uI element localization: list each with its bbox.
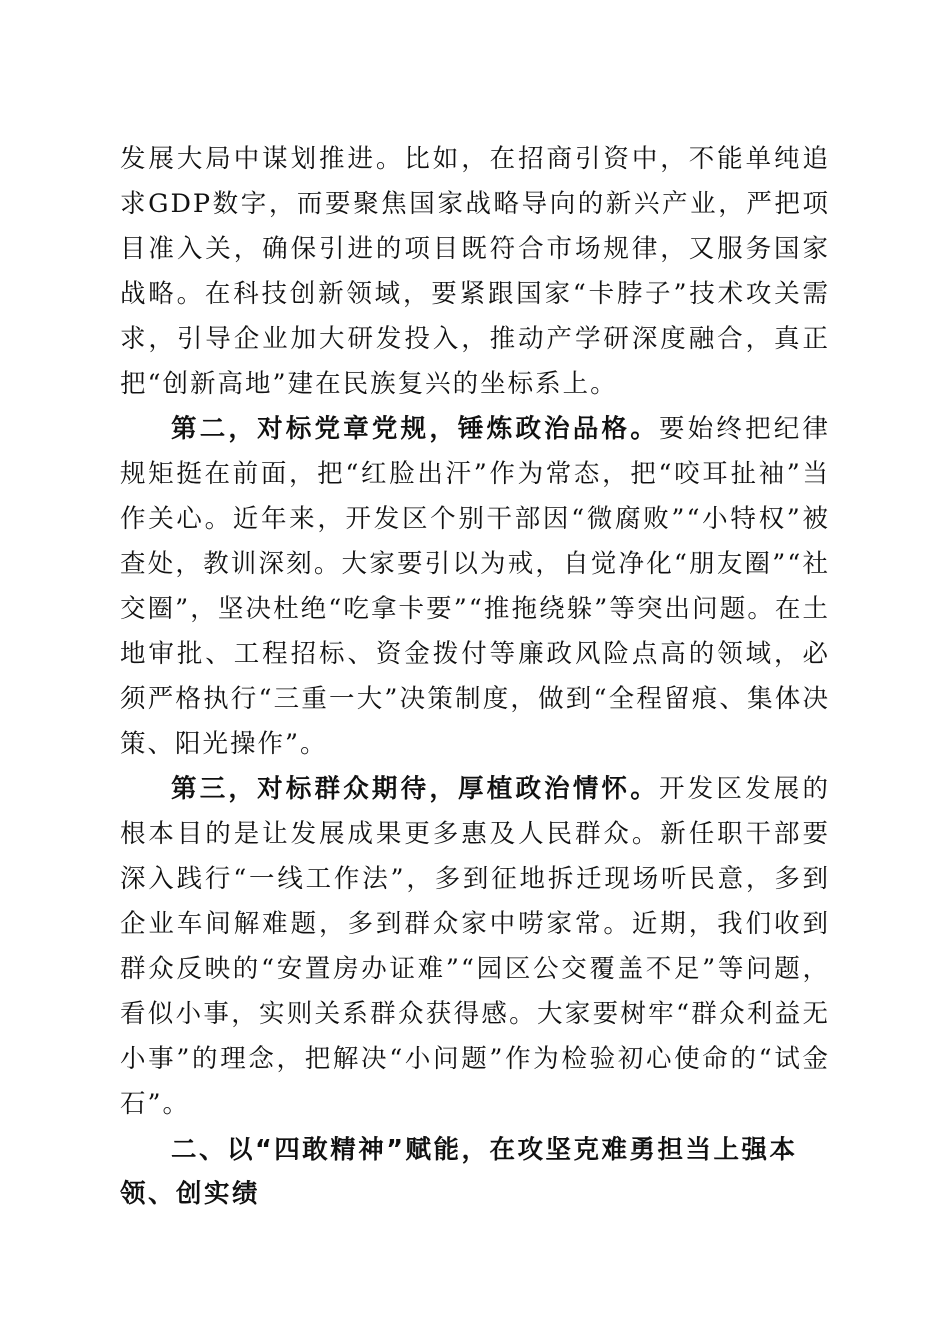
paragraph-2-body: 要始终把纪律规矩挺在前面，把“红脸出汗”作为常态，把“咬耳扯袖”当作关心。近年来，开发区个别干部因“微腐败”“小特权”被查处，教训深刻。大家要引以为戒，自觉净化“朋友圈”“社交圈”，坚决杜绝“吃拿卡要”“推拖绕躲”等突出问题。在土地审批、工程招标、资金拨付等廉政风险点高的领域，必须严格执行“三重一大”决策制度，做到“全程留痕、集体决策、阳光操作”。 <box>120 414 830 759</box>
paragraph-1: 发展大局中谋划推进。比如，在招商引资中，不能单纯追求GDP数字，而要聚焦国家战略导向的新兴产业，严把项目准入关，确保引进的项目既符合市场规律，又服务国家战略。在科技创新领域，要紧跟国家“卡脖子”技术攻关需求，引导企业加大研发投入，推动产学研深度融合，真正把“创新高地”建在民族复兴的坐标系上。 <box>120 144 830 399</box>
paragraph-2-lead: 第二，对标党章党规，锤炼政治品格。 <box>171 414 659 444</box>
paragraph-3-lead: 第三，对标群众期待，厚植政治情怀。 <box>171 774 659 804</box>
section-heading-2: 二、以“四敢精神”赋能，在攻坚克难勇担当上强本领、创实绩 <box>120 1135 798 1209</box>
paragraph-3-body: 开发区发展的根本目的是让发展成果更多惠及人民群众。新任职干部要深入践行“一线工作法”，多到征地拆迁现场听民意，多到企业车间解难题，多到群众家中唠家常。近期，我们收到群众反映的“安置房办证难”“园区公交覆盖不足”等问题，看似小事，实则关系群众获得感。大家要树牢“群众利益无小事”的理念，把解决“小问题”作为检验初心使命的“试金石”。 <box>120 774 830 1119</box>
document-page <box>120 137 830 1216</box>
paragraph-3 <box>120 767 830 1127</box>
paragraph-2 <box>120 407 830 767</box>
